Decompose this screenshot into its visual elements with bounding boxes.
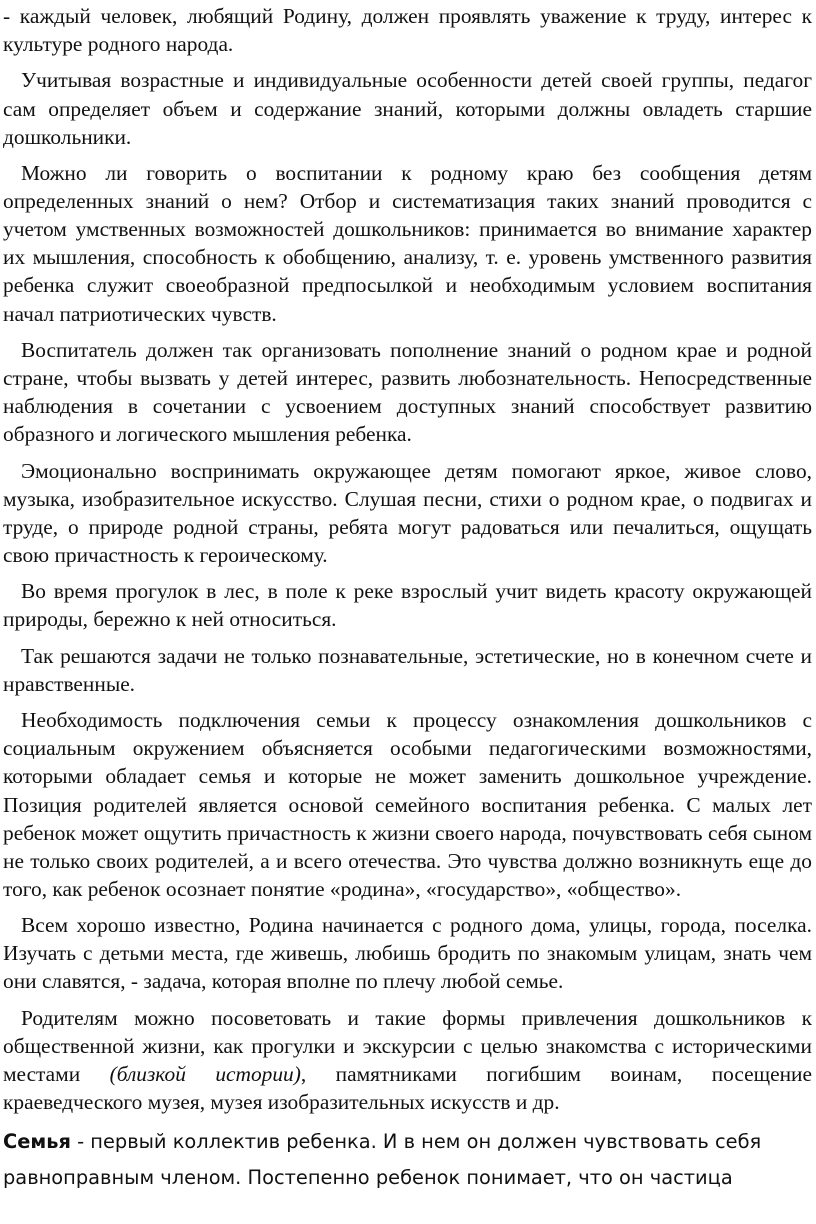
paragraph-10-text-end: , памятниками погибшим воинам, посещение краеведческого музея, музея изобразительных искусств и др. bbox=[3, 1061, 812, 1115]
paragraph-10-italic-phrase: (близкой истории) bbox=[109, 1061, 301, 1086]
paragraph-2: Учитывая возрастные и индивидуальные особенности детей своей группы, педагог сам определяет объем и содержание знаний, которыми должны овладеть старшие дошкольники. bbox=[3, 68, 812, 149]
paragraph-10-text-start: Родителям можно посоветовать и такие формы привлечения дошкольников к общественной жизни, как прогулки и экскурсии с целью знакомства с историческими местами bbox=[3, 1005, 812, 1086]
paragraph-10 bbox=[3, 1004, 812, 1116]
paragraph-7: Так решаются задачи не только познавательные, эстетические, но в конечном счете и нравственные. bbox=[3, 643, 812, 696]
family-paragraph bbox=[3, 1124, 812, 1196]
paragraph-6: Во время прогулок в лес, в поле к реке взрослый учит видеть красоту окружающей природы, бережно к ней относиться. bbox=[3, 579, 812, 632]
paragraph-8: Необходимость подключения семьи к процессу ознакомления дошкольников с социальным окружением объясняется особыми педагогическими возможностями, которыми обладает семья и которые не может заменить дошкольное учреждение. Позиция родителей является основой семейного воспитания ребенка. С малых лет ребенок может ощутить причастность к жизни своего народа, почувствовать себя сыном не только своих родителей, а и всего отечества. Это чувства должно возникнуть еще до того, как ребенок осознает понятие «родина», «государство», «общество». bbox=[3, 708, 812, 901]
paragraph-1: - каждый человек, любящий Родину, должен проявлять уважение к труду, интерес к культуре родного народа. bbox=[3, 4, 812, 57]
paragraph-5: Эмоционально воспринимать окружающее детям помогают яркое, живое слово, музыка, изобразительное искусство. Слушая песни, стихи о родном крае, о подвигах и труде, о природе родной страны, ребята могут радоваться или печалиться, ощущать свою причастность к героическому. bbox=[3, 458, 812, 567]
paragraph-3: Можно ли говорить о воспитании к родному краю без сообщения детям определенных знаний о нем? Отбор и систематизация таких знаний проводится с учетом умственных возможностей дошкольников: принимается во внимание характер их мышления, способность к обобщению, анализу, т. е. уровень умственного развития ребенка служит своеобразной предпосылкой и необходимым условием воспитания начал патриотических чувств. bbox=[3, 161, 812, 326]
family-paragraph-text: - первый коллектив ребенка. И в нем он должен чувствовать себя равноправным членом. Постепенно ребенок понимает, что он частица bbox=[3, 1130, 762, 1190]
paragraph-9: Всем хорошо известно, Родина начинается с родного дома, улицы, города, поселка. Изучать с детьми места, где живешь, любишь бродить по знакомым улицам, знать чем они славятся, - задача, которая вполне по плечу любой семье. bbox=[3, 913, 812, 994]
family-term: Семья bbox=[3, 1130, 71, 1154]
paragraph-4: Воспитатель должен так организовать пополнение знаний о родном крае и родной стране, чтобы вызвать у детей интерес, развить любознательность. Непосредственные наблюдения в сочетании с усвоением доступных знаний способствует развитию образного и логического мышления ребенка. bbox=[3, 337, 812, 447]
